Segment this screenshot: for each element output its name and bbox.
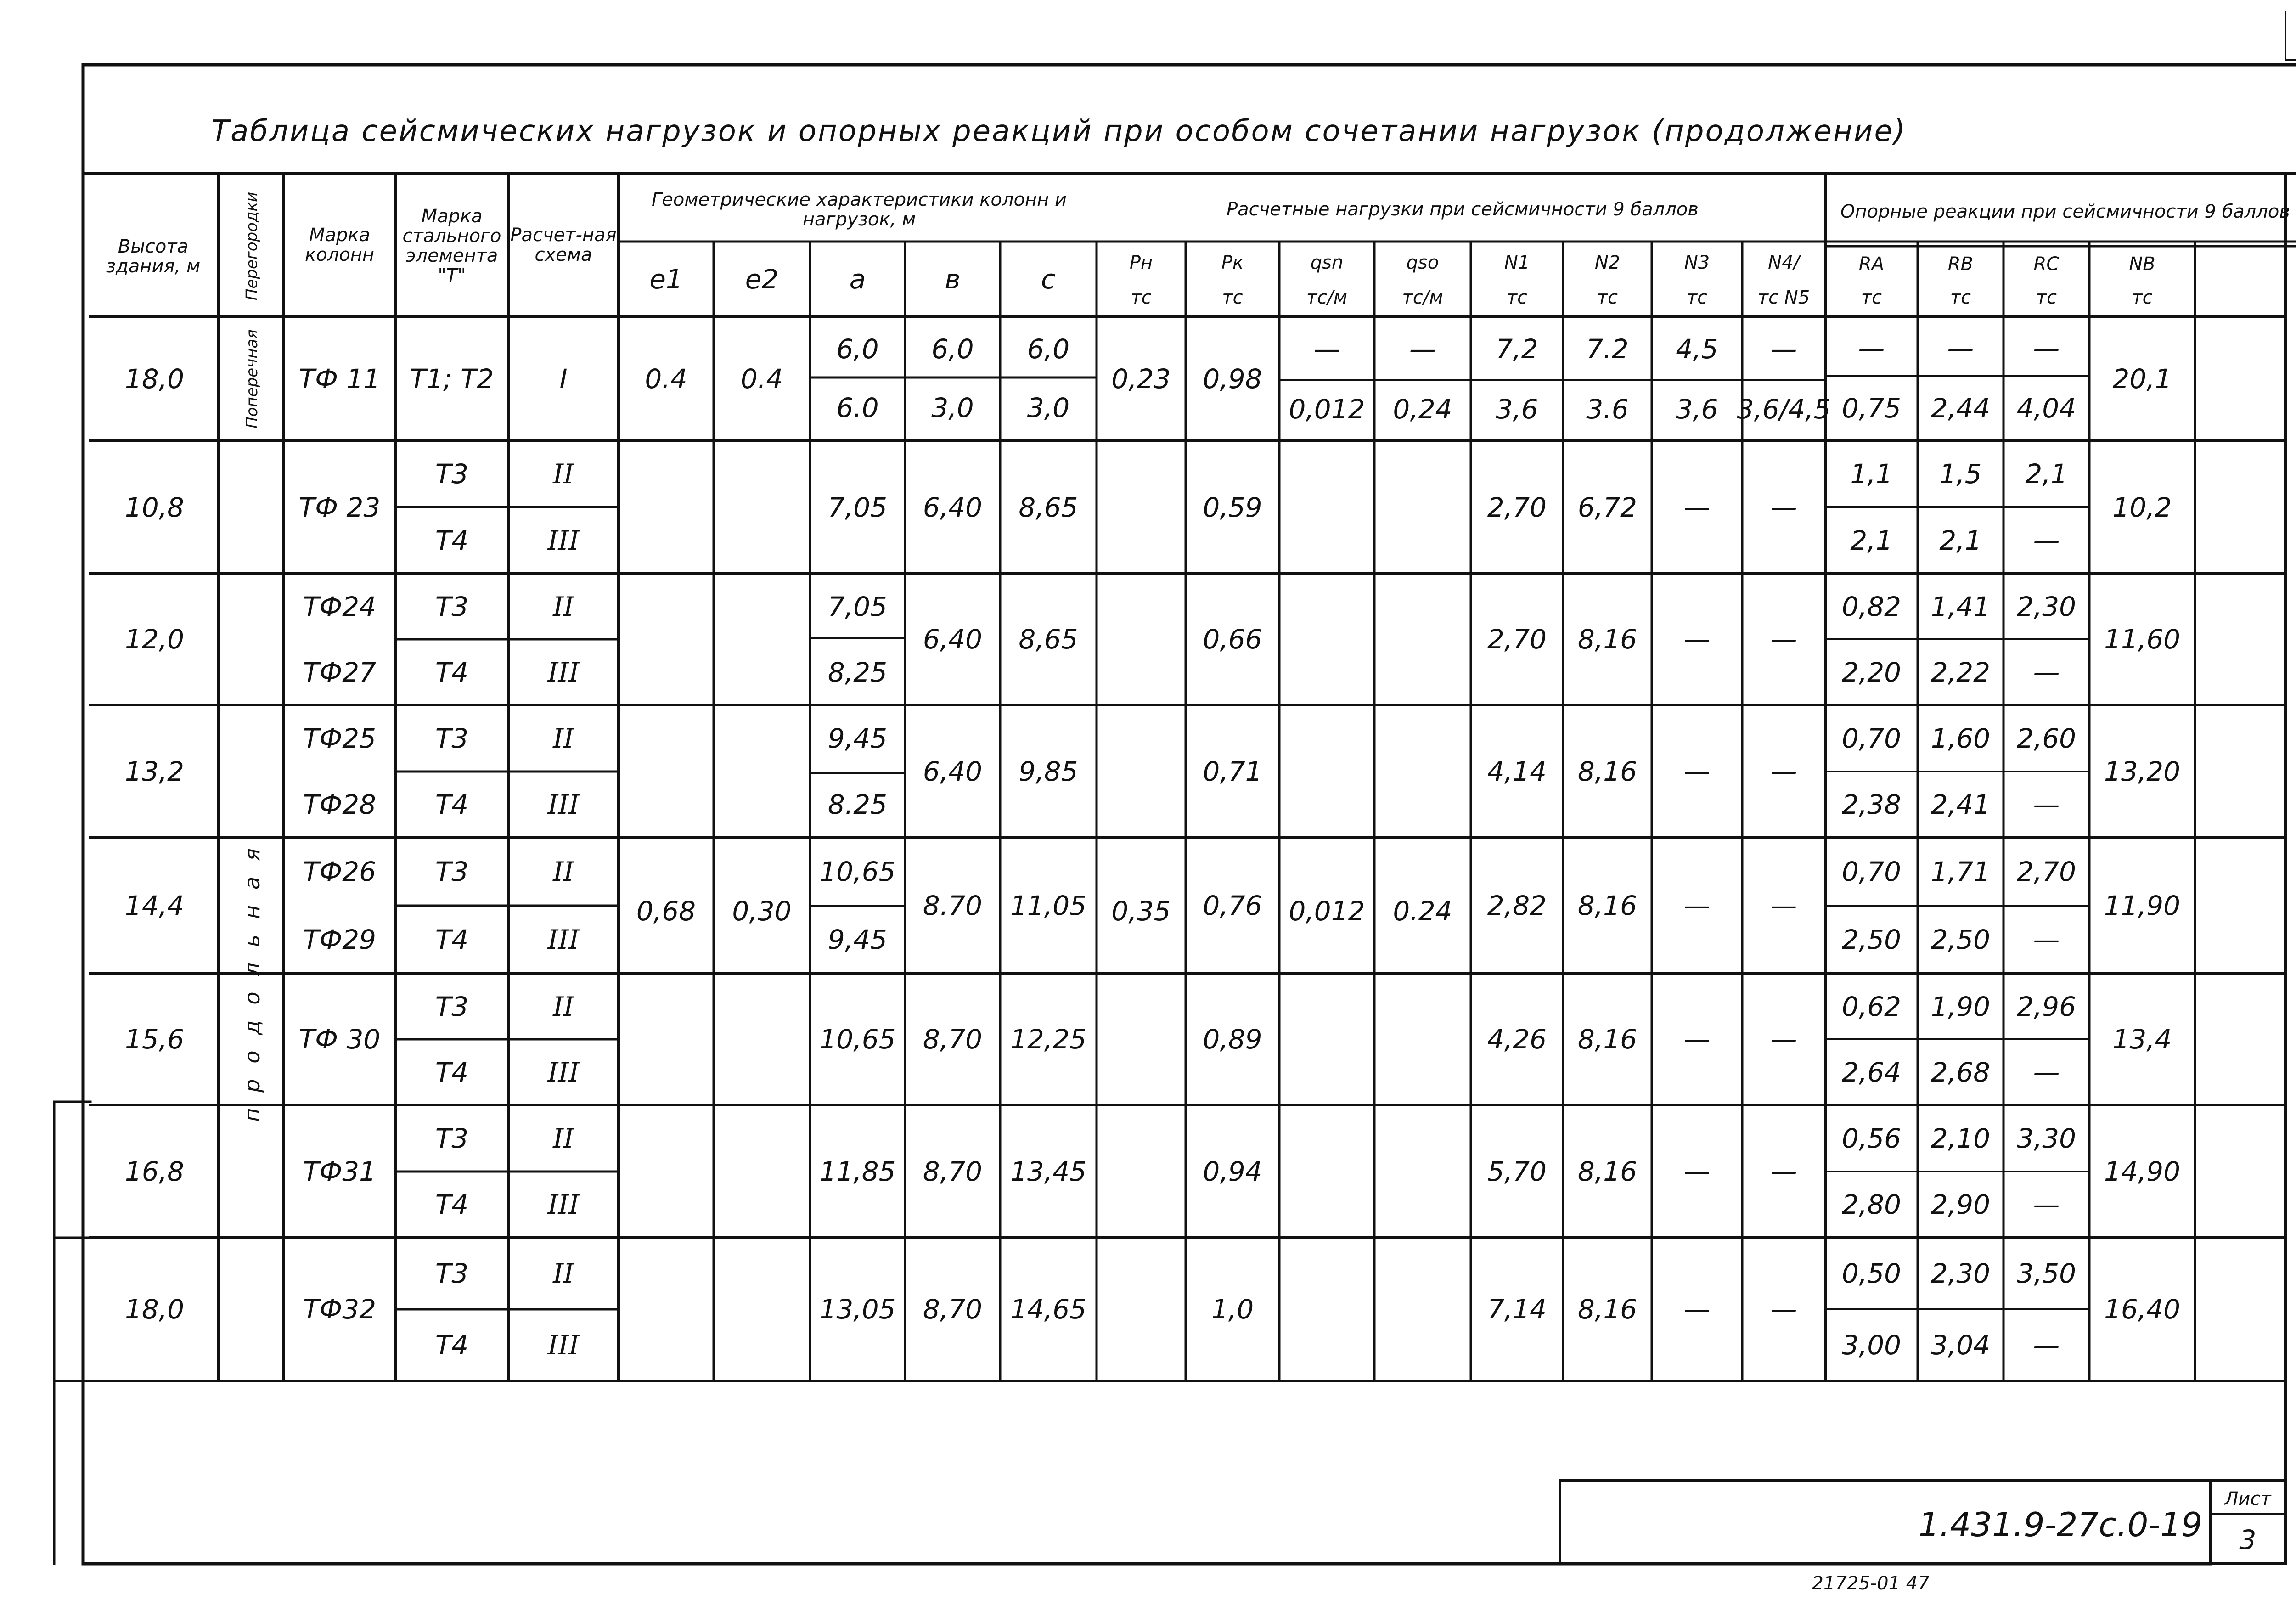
header-load-unit-5: тс [1597, 287, 1618, 308]
group-rc-top: 3,30 [2016, 1122, 2077, 1154]
group-n2: 8,16 [1577, 755, 1638, 787]
group-scheme-bottom: III [547, 924, 580, 955]
group-rb-bottom: 2,41 [1930, 789, 1991, 820]
group-scheme-bottom: III [547, 1056, 580, 1088]
group-scheme-top: II [553, 591, 574, 622]
cell-c-bottom: 3,0 [1027, 392, 1070, 423]
group-element-top: Т3 [435, 856, 469, 887]
group-c: 14,65 [1010, 1294, 1087, 1325]
header-steel-element: Марка стального элемента "Т" [402, 205, 501, 287]
group-n3: — [1683, 624, 1711, 655]
group-element-bottom: Т4 [435, 524, 469, 556]
cell-qso-bottom: 0,24 [1393, 393, 1452, 425]
group-column: ТФ32 [303, 1294, 377, 1325]
group-rc-bottom: — [2033, 1189, 2060, 1220]
group-a: 10,65 [819, 1024, 896, 1055]
header-geom-group: Геометрические характеристики колонн и нагрузок, м [652, 189, 1067, 230]
header-load-name-3: qsо [1406, 252, 1439, 273]
group-ra-top: 0,70 [1841, 856, 1902, 887]
table-title: Таблица сейсмических нагрузок и опорных реакций при особом сочетании нагрузок (продолжение) [211, 114, 1907, 148]
group-n3: — [1683, 491, 1711, 523]
group-scheme-top: II [553, 458, 574, 490]
group-height: 13,2 [124, 755, 185, 787]
group-n1: 4,14 [1487, 755, 1547, 787]
group-ra-bottom: 3,00 [1841, 1330, 1902, 1361]
header-geom-1: e2 [745, 264, 779, 295]
header-load-unit-1: тс [1222, 287, 1243, 308]
group-rb-top: 1,41 [1930, 591, 1991, 622]
cell-rc-bottom: 4,04 [2016, 393, 2077, 424]
header-load-unit-7: тс N5 [1757, 287, 1810, 308]
cell-pk: 0,98 [1203, 363, 1262, 394]
group-c: 8,65 [1019, 624, 1078, 655]
group-ra-bottom: 2,50 [1841, 924, 1902, 955]
shared-e2: 0,30 [732, 895, 792, 927]
shared-qsn: 0,012 [1289, 895, 1365, 927]
cell-rb-bottom: 2,44 [1930, 393, 1991, 424]
group-rc-bottom: — [2033, 789, 2060, 820]
group-a-top: 7,05 [827, 591, 888, 622]
cell-ra-top: — [1858, 332, 1885, 364]
group-n3: — [1683, 1155, 1711, 1187]
group-rc-top: 2,70 [2016, 856, 2077, 887]
group-a-bottom: 8.25 [827, 789, 888, 820]
group-a: 11,85 [819, 1155, 896, 1187]
group-nb: 10,2 [2112, 491, 2172, 523]
header-load-name-2: qsn [1310, 252, 1344, 273]
group-rb-top: 2,30 [1930, 1258, 1991, 1289]
group-b: 8,70 [923, 1024, 983, 1055]
group-column-bottom: ТФ27 [303, 656, 377, 688]
group-element-top: Т3 [435, 722, 469, 754]
header-reaction-unit-2: тс [2036, 287, 2057, 308]
group-b: 8.70 [923, 890, 983, 921]
group-height: 12,0 [124, 624, 185, 655]
stamp-code: 1.431.9-27с.0-19 [1918, 1505, 2202, 1544]
cell-n2-bottom: 3.6 [1586, 393, 1629, 425]
group-element-top: Т3 [435, 458, 469, 490]
group-ra-top: 1,1 [1850, 458, 1893, 490]
group-pk: 0,59 [1203, 491, 1262, 523]
group-rb-top: 2,10 [1930, 1122, 1991, 1154]
group-element-bottom: Т4 [435, 1189, 469, 1220]
group-n3: — [1683, 890, 1711, 921]
group-scheme-top: II [553, 722, 574, 754]
group-height: 16,8 [124, 1155, 185, 1187]
group-rc-bottom: — [2033, 524, 2060, 556]
group-b: 6,40 [923, 491, 983, 523]
group-ra-top: 0,62 [1841, 991, 1902, 1022]
header-load-name-1: Pк [1221, 252, 1244, 273]
group-ra-top: 0,70 [1841, 722, 1902, 754]
group-rb-bottom: 2,22 [1930, 656, 1991, 688]
group-rc-top: 2,30 [2016, 591, 2077, 622]
group-n2: 8,16 [1577, 1155, 1638, 1187]
group-c: 9,85 [1019, 755, 1078, 787]
cell-n1-top: 7,2 [1496, 333, 1538, 365]
cell-ph: 0,23 [1111, 363, 1171, 394]
shared-e1: 0,68 [636, 895, 696, 927]
group-n45: — [1770, 890, 1797, 921]
cell-rc-top: — [2033, 332, 2060, 364]
cell-a-bottom: 6.0 [836, 392, 879, 423]
group-column: ТФ 30 [298, 1024, 381, 1055]
group-rb-bottom: 2,68 [1930, 1056, 1991, 1088]
group-rb-bottom: 2,1 [1939, 524, 1982, 556]
group-nb: 11,90 [2104, 890, 2181, 921]
group-n1: 2,70 [1487, 624, 1547, 655]
group-scheme-bottom: III [547, 524, 580, 556]
group-scheme-bottom: III [547, 789, 580, 820]
header-load-name-7: N4/ [1768, 252, 1800, 273]
group-rc-top: 2,96 [2016, 991, 2077, 1022]
group-n3: — [1683, 1294, 1711, 1325]
group-n2: 8,16 [1577, 624, 1638, 655]
group-rb-bottom: 2,50 [1930, 924, 1991, 955]
group-n1: 5,70 [1487, 1155, 1547, 1187]
cell-rb-top: — [1947, 332, 1974, 364]
cell-height: 18,0 [124, 363, 185, 394]
header-geom-2: a [849, 264, 866, 295]
group-a: 13,05 [819, 1294, 896, 1325]
group-rb-top: 1,60 [1930, 722, 1991, 754]
group-nb: 14,90 [2104, 1155, 2181, 1187]
header-reaction-unit-0: тс [1861, 287, 1882, 308]
group-ra-bottom: 2,38 [1841, 789, 1902, 820]
cell-n2-top: 7.2 [1586, 333, 1629, 365]
shared-qso: 0.24 [1393, 895, 1452, 927]
group-nb: 16,40 [2104, 1294, 2181, 1325]
group-a-top: 9,45 [827, 722, 888, 754]
cell-n3-bottom: 3,6 [1676, 393, 1718, 425]
header-column-mark: Марка колонн [305, 224, 374, 265]
group-pk: 0,94 [1203, 1155, 1262, 1187]
group-column-top: ТФ25 [303, 722, 377, 754]
group-b: 8,70 [923, 1155, 983, 1187]
cell-e1: 0.4 [645, 363, 687, 394]
header-geom-3: в [945, 264, 961, 295]
cell-n1-bottom: 3,6 [1496, 393, 1538, 425]
header-geom-4: с [1041, 264, 1056, 295]
group-element-bottom: Т4 [435, 1056, 469, 1088]
group-rc-bottom: — [2033, 1330, 2060, 1361]
group-n45: — [1770, 1024, 1797, 1055]
group-n1: 7,14 [1487, 1294, 1547, 1325]
cell-column: ТФ 11 [298, 363, 381, 394]
group-scheme-top: II [553, 1258, 574, 1289]
group-height: 15,6 [124, 1024, 185, 1055]
header-scheme: Расчет-ная схема [510, 224, 617, 265]
header-load-unit-0: тс [1131, 287, 1152, 308]
group-height: 14,4 [124, 890, 185, 921]
group-pk: 0,76 [1203, 890, 1262, 921]
group-rc-bottom: — [2033, 656, 2060, 688]
group-column-top: ТФ24 [303, 591, 377, 622]
header-height: Высота здания, м [106, 236, 201, 277]
cell-b-top: 6,0 [931, 333, 974, 365]
cell-n3-top: 4,5 [1676, 333, 1718, 365]
group-pk: 1,0 [1211, 1294, 1254, 1325]
group-element-top: Т3 [435, 1122, 469, 1154]
cell-n45-top: — [1770, 333, 1797, 365]
group-rb-top: 1,5 [1939, 458, 1982, 490]
group-rc-top: 2,60 [2016, 722, 2077, 754]
header-load-name-5: N2 [1594, 252, 1621, 273]
header-loads-group: Расчетные нагрузки при сейсмичности 9 баллов [1227, 199, 1699, 220]
cell-a-top: 6,0 [836, 333, 879, 365]
group-element-bottom: Т4 [435, 789, 469, 820]
group-column: ТФ31 [303, 1155, 377, 1187]
group-n2: 8,16 [1577, 1024, 1638, 1055]
group-ra-top: 0,82 [1841, 591, 1902, 622]
cell-scheme: I [559, 363, 568, 394]
header-load-unit-3: тс/м [1402, 287, 1443, 308]
group-n2: 6,72 [1577, 491, 1638, 523]
stamp-sheet-label: Лист [2224, 1488, 2271, 1510]
group-scheme-top: II [553, 1122, 574, 1154]
group-nb: 13,4 [2112, 1024, 2172, 1055]
cell-ra-bottom: 0,75 [1841, 393, 1902, 424]
group-nb: 13,20 [2104, 755, 2181, 787]
header-reaction-name-3: NB [2129, 254, 2155, 275]
header-reaction-name-2: RC [2033, 254, 2060, 275]
group-n45: — [1770, 624, 1797, 655]
header-load-name-4: N1 [1504, 252, 1530, 273]
header-reaction-name-1: RB [1947, 254, 1974, 275]
group-pk: 0,66 [1203, 624, 1262, 655]
group-height: 18,0 [124, 1294, 185, 1325]
group-n45: — [1770, 755, 1797, 787]
group-element-bottom: Т4 [435, 924, 469, 955]
group-ra-top: 0,50 [1841, 1258, 1902, 1289]
header-reaction-unit-3: тс [2132, 287, 2153, 308]
group-ra-bottom: 2,20 [1841, 656, 1902, 688]
group-ra-bottom: 2,1 [1850, 524, 1893, 556]
group-c: 12,25 [1010, 1024, 1087, 1055]
cell-qso-top: — [1409, 333, 1436, 365]
group-rc-bottom: — [2033, 924, 2060, 955]
group-n1: 2,82 [1487, 890, 1547, 921]
group-ra-bottom: 2,80 [1841, 1189, 1902, 1220]
header-geom-0: e1 [649, 264, 683, 295]
cell-b-bottom: 3,0 [931, 392, 974, 423]
cell-nb: 20,1 [2112, 363, 2172, 394]
partition-longitudinal: продольная [240, 833, 264, 1122]
cell-qsn-bottom: 0,012 [1289, 393, 1365, 425]
group-n45: — [1770, 491, 1797, 523]
group-n1: 4,26 [1487, 1024, 1547, 1055]
group-n1: 2,70 [1487, 491, 1547, 523]
group-c: 8,65 [1019, 491, 1078, 523]
header-load-unit-6: тс [1686, 287, 1708, 308]
group-ra-top: 0,56 [1841, 1122, 1902, 1154]
group-c: 13,45 [1010, 1155, 1087, 1187]
group-scheme-top: II [553, 991, 574, 1022]
group-n2: 8,16 [1577, 890, 1638, 921]
group-b: 6,40 [923, 624, 983, 655]
stamp-sheet-number: 3 [2239, 1524, 2257, 1555]
group-rc-top: 3,50 [2016, 1258, 2077, 1289]
header-load-name-6: N3 [1684, 252, 1710, 273]
header-reaction-unit-1: тс [1950, 287, 1971, 308]
group-nb: 11,60 [2104, 624, 2181, 655]
header-reactions-group: Опорные реакции при сейсмичности 9 баллов [1840, 201, 2290, 223]
cell-element: Т1; Т2 [410, 363, 494, 394]
corner-mark [2290, 21, 2296, 57]
cell-partition-transverse: Поперечная [243, 329, 261, 428]
group-a: 7,05 [827, 491, 888, 523]
group-b: 6,40 [923, 755, 983, 787]
group-element-top: Т3 [435, 591, 469, 622]
group-scheme-bottom: III [547, 656, 580, 688]
group-a-top: 10,65 [819, 856, 896, 887]
group-rb-bottom: 3,04 [1930, 1330, 1991, 1361]
group-a-bottom: 9,45 [827, 924, 888, 955]
group-height: 10,8 [124, 491, 185, 523]
group-n3: — [1683, 755, 1711, 787]
group-b: 8,70 [923, 1294, 983, 1325]
header-load-unit-2: тс/м [1306, 287, 1347, 308]
group-pk: 0,71 [1203, 755, 1262, 787]
shared-ph: 0,35 [1111, 895, 1171, 927]
group-ra-bottom: 2,64 [1841, 1056, 1902, 1088]
group-scheme-top: II [553, 856, 574, 887]
group-a-bottom: 8,25 [827, 656, 888, 688]
group-n45: — [1770, 1155, 1797, 1187]
header-reaction-name-0: RA [1858, 254, 1885, 275]
group-n2: 8,16 [1577, 1294, 1638, 1325]
group-rb-bottom: 2,90 [1930, 1189, 1991, 1220]
group-scheme-bottom: III [547, 1189, 580, 1220]
group-scheme-bottom: III [547, 1330, 580, 1361]
group-n3: — [1683, 1024, 1711, 1055]
header-partitions: Перегородки [242, 192, 261, 301]
group-n45: — [1770, 1294, 1797, 1325]
group-element-top: Т3 [435, 1258, 469, 1289]
group-pk: 0,89 [1203, 1024, 1262, 1055]
cell-qsn-top: — [1313, 333, 1340, 365]
cell-c-top: 6,0 [1027, 333, 1070, 365]
group-c: 11,05 [1010, 890, 1087, 921]
group-column: ТФ 23 [298, 491, 381, 523]
header-load-name-0: Pн [1129, 252, 1153, 273]
cell-n45-bottom: 3,6/4,5 [1737, 393, 1831, 425]
group-element-bottom: Т4 [435, 1330, 469, 1361]
group-element-bottom: Т4 [435, 656, 469, 688]
stamp-footer-note: 21725-01 47 [1812, 1572, 1930, 1594]
header-load-unit-4: тс [1506, 287, 1528, 308]
group-rc-bottom: — [2033, 1056, 2060, 1088]
group-rc-top: 2,1 [2025, 458, 2068, 490]
group-column-bottom: ТФ29 [303, 924, 377, 955]
group-element-top: Т3 [435, 991, 469, 1022]
cell-e2: 0.4 [740, 363, 783, 394]
group-rb-top: 1,71 [1930, 856, 1991, 887]
group-rb-top: 1,90 [1930, 991, 1991, 1022]
group-column-top: ТФ26 [303, 856, 377, 887]
group-column-bottom: ТФ28 [303, 789, 377, 820]
